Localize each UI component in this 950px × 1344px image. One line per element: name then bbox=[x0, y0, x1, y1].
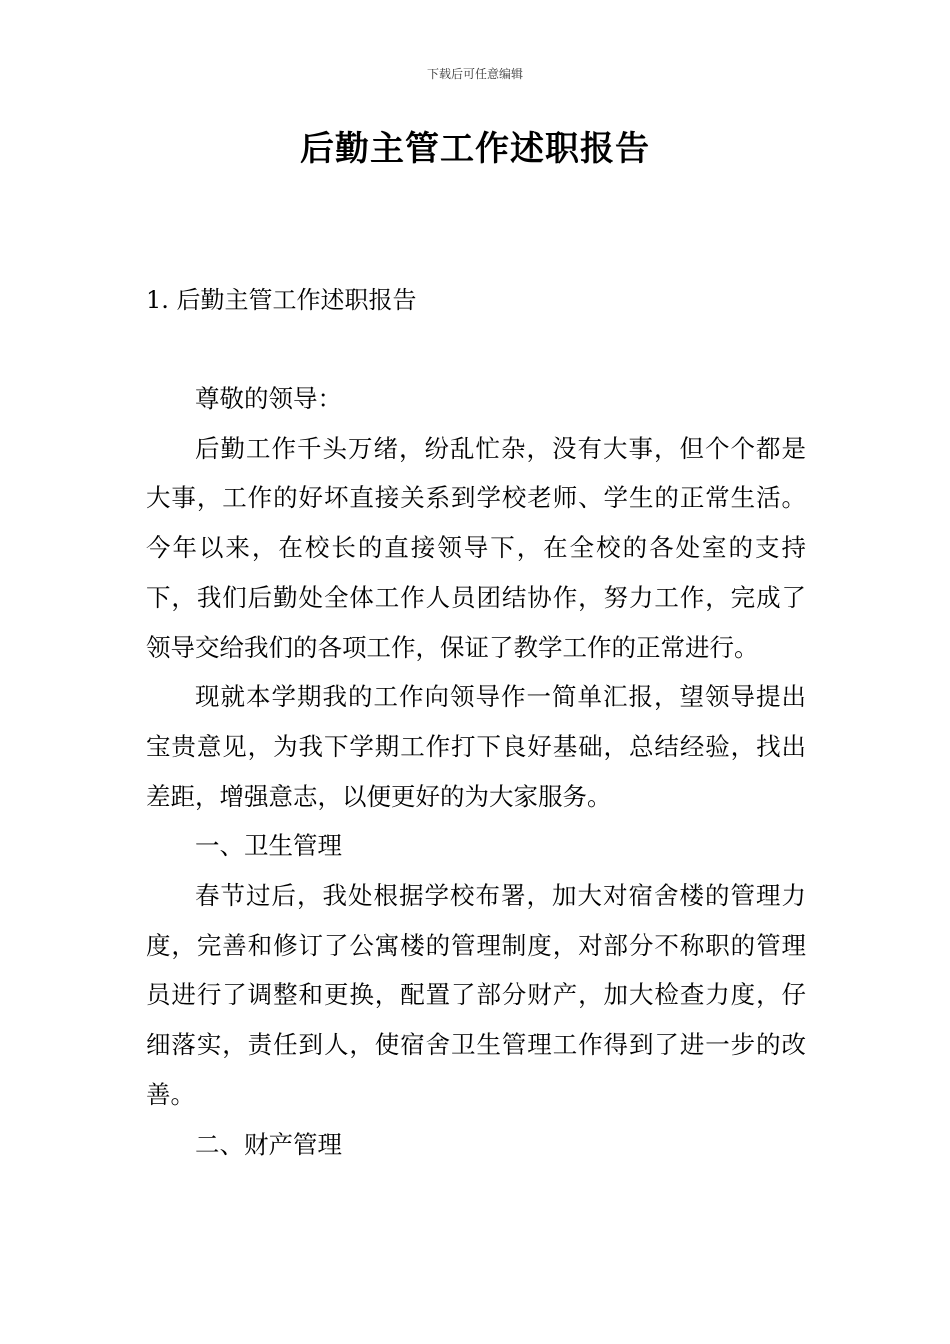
body-paragraph: 后勤工作千头万绪，纷乱忙杂，没有大事，但个个都是大事，工作的好坏直接关系到学校老师、学生的正常生活。今年以来，在校长的直接领导下，在全校的各处室的支持下，我们后勤处全体工作人员团结协作，努力工作，完成了领导交给我们的各项工作，保证了教学工作的正常进行。 bbox=[146, 433, 806, 662]
document-body bbox=[146, 374, 806, 1169]
subsection-heading: 一、卫生管理 bbox=[195, 831, 342, 861]
salutation-paragraph: 尊敬的领导： bbox=[195, 384, 342, 413]
body-paragraph: 现就本学期我的工作向领导作一简单汇报，望领导提出宝贵意见，为我下学期工作打下良好基础，总结经验，找出差距，增强意志，以便更好的为大家服务。 bbox=[146, 682, 806, 811]
body-paragraph: 春节过后，我处根据学校布署，加大对宿舍楼的管理力度，完善和修订了公寓楼的管理制度，对部分不称职的管理员进行了调整和更换，配置了部分财产，加大检查力度，仔细落实，责任到人，使宿舍卫生管理工作得到了进一步的改善。 bbox=[146, 881, 806, 1109]
subsection-heading: 二、财产管理 bbox=[195, 1129, 342, 1159]
document-title: 后勤主管工作述职报告 bbox=[300, 129, 650, 169]
section-heading: 1. 后勤主管工作述职报告 bbox=[146, 286, 417, 314]
header-note: 下载后可任意编辑 bbox=[426, 67, 523, 81]
